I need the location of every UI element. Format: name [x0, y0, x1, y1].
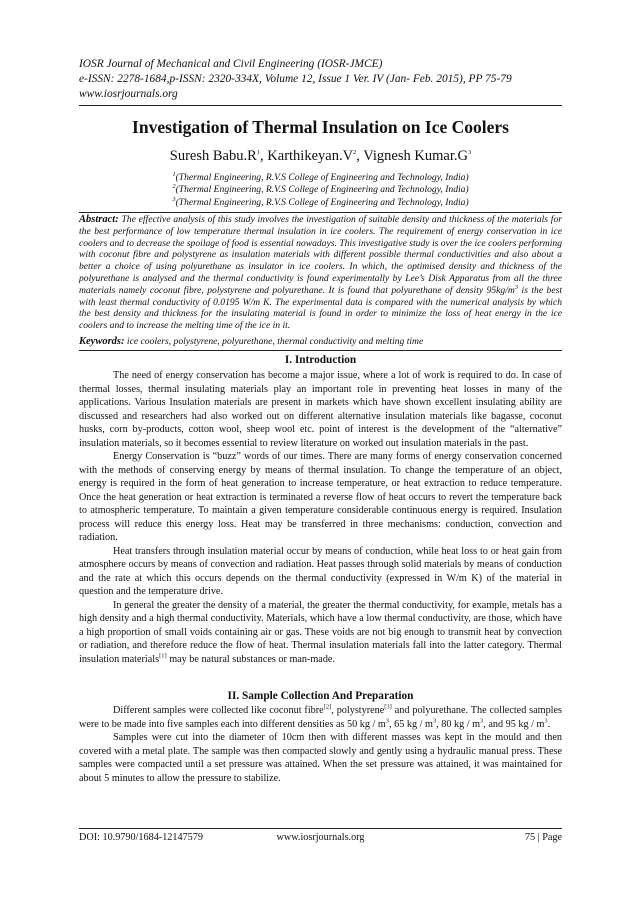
paragraph [79, 704, 562, 731]
paragraph-text: . [547, 718, 551, 730]
author-sup: 3 [467, 149, 472, 157]
paragraph-text: , and 95 kg / m [483, 718, 545, 730]
citation: [3] [384, 703, 392, 711]
citation: [1] [159, 652, 167, 660]
paragraph-text: In general the greater the density of a material, the greater the thermal conductivity, for example, metals has a high density and a high thermal conductivity. Materials, which have a low thermal conductivity, are those, which have a high proportion of small voids containing air or gas. These voids are not big enough to transmit heat by convection or radiation, and therefore reduce the flow of heat. Thermal insulation materials fall into the latter category. Thermal insulation materials [79, 599, 562, 665]
abstract-text-cont: is the best with least thermal conductivity of 0.0195 W/m K. The experimental data is compared with the numerical analysis by which the best density and thickness for the insulating material is found in order to minimize the loss of heat energy in the ice coolers and to increase the melting time of the ice in it. [79, 284, 562, 332]
section-heading-introduction: I. Introduction [284, 354, 357, 366]
section-heading-samples: II. Sample Collection And Preparation [227, 690, 414, 702]
exponent: 3 [544, 717, 548, 725]
abstract-label: Abstract: [79, 214, 119, 225]
affiliation-sup: 1 [172, 170, 176, 178]
paragraph-text: , 65 kg / m [389, 718, 433, 730]
paragraph-text: and polyurethane. The collected samples were to be made into five samples each into different densities as 50 kg / m [79, 705, 563, 730]
affiliation [79, 184, 562, 196]
paragraph-text: , polystyrene [331, 705, 385, 716]
abstract-text: The effective analysis of this study involves the investigation of suitable density and thickness of the materials for the best performance of low temperature thermal insulation in ice coolers. The requirement of energy conservation in ice coolers and to decrease the spoilage of food is essential nowadays. This investigative study is over the ice coolers performing with coconut fibre and polystyrene as insulation materials with different possible thermal conductivities and also about a better a choice of using polyurethane as insulator in ice coolers. In which, the optimised density and thickness of the polyurethane is analysed and the thermal conductivity is found experimentally by Lee’s Disk Apparatus from all the three materials namely coconut fibre, polystyrene and polyurethane. It is found that polyurethane of density 95kg/m [79, 214, 562, 296]
affiliation-text: (Thermal Engineering, R.V.S College of Engineering and Technology, India) [175, 196, 469, 208]
paragraph-text: may be natural substances or man-made. [166, 653, 335, 665]
paragraph: The need of energy conservation has become a major issue, where a lot of work is required to do. In case of thermal losses, thermal insulating materials play an important role in preventing heat losses in many of the applications. Various Insulation materials are present in markets which have shown excellent insulating ability are discussed and researchers had also worked out on different alternative insulation materials like bagasse, coconut husks, corn by-products, cotton wool, sheep wool etc. point of interest is the development of the “alternative” insulation materials, so it becomes essential to review literature on worked out insulation materials in the past. [79, 370, 562, 449]
abstract-sup: 3 [514, 283, 519, 291]
affiliation-text: (Thermal Engineering, R.V.S College of Engineering and Technology, India) [175, 184, 469, 196]
journal-website: www.iosrjournals.org [79, 88, 178, 100]
introduction-body [79, 369, 562, 666]
paragraph: Energy Conservation is “buzz” words of our times. There are many forms of energy conservation concerned with the methods of conserving energy by means of thermal insulation. To change the temperature of an object, energy is required in the form of heat generation to increase temperature, or heat extraction to reduce temperature. Once the heat generation or heat extraction is terminated a reverse flow of heat occurs to revert the temperature back to atmospheric temperature. To maintain a given temperature considerable continuous energy is required. Insulation process will reduce this energy loss. Heat may be transferred in three mechanisms: conduction, convection and radiation. [79, 451, 562, 543]
samples-body [79, 704, 562, 785]
affiliation-text: (Thermal Engineering, R.V.S College of Engineering and Technology, India) [175, 172, 469, 183]
author-name: Karthikeyan.V [267, 148, 354, 164]
paragraph-text: Different samples were collected like coconut fibre [113, 705, 324, 716]
paragraph [79, 599, 562, 667]
author-sup: 2 [353, 149, 357, 157]
keywords [79, 336, 562, 348]
exponent: 3 [385, 717, 390, 725]
footer-page-number: 75 | Page [524, 832, 562, 843]
keywords-text: ice coolers, polystyrene, polyurethane, thermal conductivity and melting time [124, 336, 424, 347]
affiliation-sup: 2 [172, 183, 176, 191]
affiliation-sup: 3 [172, 195, 176, 203]
journal-issn: e-ISSN: 2278-1684,p-ISSN: 2320-334X, Volume 12, Issue 1 Ver. IV (Jan- Feb. 2015), PP 75-79 [79, 73, 512, 85]
author-name: Suresh Babu.R [169, 148, 257, 164]
abstract-divider [79, 212, 562, 213]
paragraph: Samples were cut into the diameter of 10cm then with different masses was kept in the mould and then covered with a metal plate. The sample was then compacted slowly and gently using a hydraulic manual press. These samples were compacted until a set pressure was attained. When the set pressure was attained, it was maintained for about 5 minutes to allow the pressure to stabilize. [79, 732, 562, 784]
paragraph: Heat transfers through insulation material occur by means of conduction, while heat loss to or heat gain from atmosphere occurs by means of convection and radiation. Heat passes through solid materials by means of conduction and the rate at which this occurs depends on the thermal conductivity (expressed in W/m K) of the material in question and the temperature drive. [79, 545, 562, 597]
exponent: 3 [432, 717, 437, 725]
footer-doi: DOI: 10.9790/1684-12147579 [79, 832, 203, 843]
header-divider [79, 105, 562, 106]
keywords-label: Keywords: [79, 336, 125, 347]
affiliation [79, 172, 562, 184]
author-list: Suresh $Babu.R^1$, $Karthikeyan.V^2$, Vignesh $Kumar.G^3$ [169, 148, 472, 164]
affiliation [79, 197, 562, 209]
footer-divider [79, 828, 562, 829]
author-name: Vignesh Kumar.G [363, 148, 468, 164]
journal-name: IOSR Journal of Mechanical and Civil Engineering (IOSR-JMCE) [79, 58, 383, 70]
citation: [2] [323, 703, 332, 711]
exponent: 3 [480, 717, 484, 725]
author-sup: 1 [256, 149, 261, 157]
footer-website: www.iosrjournals.org [276, 832, 365, 843]
abstract [79, 214, 562, 332]
journal-header [79, 57, 559, 102]
paper-title: Investigation of Thermal Insulation on Ice Coolers [132, 117, 509, 137]
affiliations [79, 172, 562, 209]
paragraph-text: , 80 kg / m [436, 718, 481, 730]
keywords-divider [79, 350, 562, 351]
